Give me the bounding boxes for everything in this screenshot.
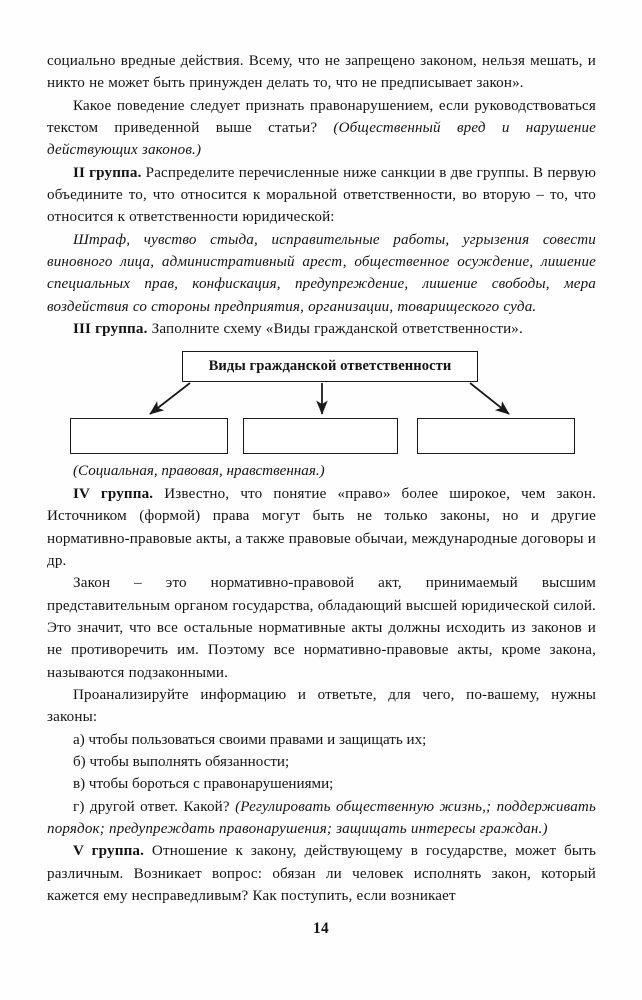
paragraph-analyze-prompt: Проанализируйте информацию и ответьте, для чего, по-вашему, нужны законы: <box>47 686 596 726</box>
group-5-label: V группа. <box>73 843 145 860</box>
answer-text: (Общественный вред и нарушение действующих законов.) <box>47 120 597 159</box>
group-2-label: II группа. <box>73 164 142 181</box>
paragraph-group-4 <box>47 483 596 572</box>
group-2-text: Распределите перечисленные ниже санкции в две группы. В первую объедините то, что относится к моральной ответственности, во вторую – то, что относится к ответственности юридической: <box>47 164 596 226</box>
group-3-text: Заполните схему «Виды гражданской ответственности». <box>147 321 523 338</box>
paragraph-question-offense <box>47 95 596 162</box>
option-v: в) чтобы бороться с правонарушениями; <box>73 776 334 793</box>
diagram-answer-line: (Социальная, правовая, нравственная.) <box>73 463 325 480</box>
diagram-blank-box-1[interactable] <box>70 418 228 454</box>
question-text: Какое поведение следует признать правонарушением, если руководствоваться текстом приведенной выше статьи? <box>47 97 596 137</box>
group-4-label: IV группа. <box>73 485 154 502</box>
page-number: 14 <box>312 920 329 937</box>
option-a: а) чтобы пользоваться своими правами и защищать их; <box>73 731 427 748</box>
arrow-right <box>470 383 509 414</box>
arrow-left <box>150 383 190 414</box>
paragraph-group-5 <box>47 840 596 907</box>
paragraph-sanctions-list: Штраф, чувство стыда, исправительные работы, угрызения совести виновного лица, административный арест, общественное осуждение, лишение специальных прав, конфискация, предупреждение, лишение свободы, мера воздействия со стороны предприятия, организации, товарищеского суда. <box>47 231 596 315</box>
diagram-blank-box-3[interactable] <box>417 418 575 454</box>
option-g-question: г) другой ответ. Какой? <box>73 798 236 815</box>
page-text-column <box>47 50 596 907</box>
group-3-label: III группа. <box>73 321 148 338</box>
paragraph-law-definition: Закон – это нормативно-правовой акт, принимаемый высшим представительным органом государства, обладающий высшей юридической силой. Это значит, что все остальные нормативные акты должны исходить из законов и не противоречить им. Поэтому все нормативно-правовые акты, кроме закона, называются подзаконными. <box>47 575 596 681</box>
group-5-text: Отношение к закону, действующему в государстве, может быть различным. Возникает вопрос: обязан ли человек исполнять закон, который кажется ему несправедливым? Как поступить, если возникает <box>47 843 596 904</box>
paragraph-continued-article: социально вредные действия. Всему, что не запрещено законом, нельзя мешать, и никто не может быть принужден делать то, что не предписывает закон». <box>47 53 596 92</box>
option-g <box>47 796 596 841</box>
option-b: б) чтобы выполнять обязанности; <box>73 753 290 770</box>
paragraph-group-3 <box>47 318 596 340</box>
diagram-blank-box-2[interactable] <box>243 418 398 454</box>
group-4-text: Известно, что понятие «право» более широкое, чем закон. Источником (формой) права могут быть не только законы, но и другие нормативно-правовые акты, а также правовые обычаи, международные договоры и др. <box>47 485 596 569</box>
paragraph-group-2 <box>47 162 596 229</box>
diagram-title-text: Виды гражданской ответственности <box>208 358 452 375</box>
diagram-title-box <box>182 351 478 382</box>
option-g-answer: (Регулировать общественную жизнь,; поддерживать порядок; предупреждать правонарушения; защищать интересы граждан.) <box>47 798 596 837</box>
diagram-civil-liability-types <box>47 346 596 456</box>
